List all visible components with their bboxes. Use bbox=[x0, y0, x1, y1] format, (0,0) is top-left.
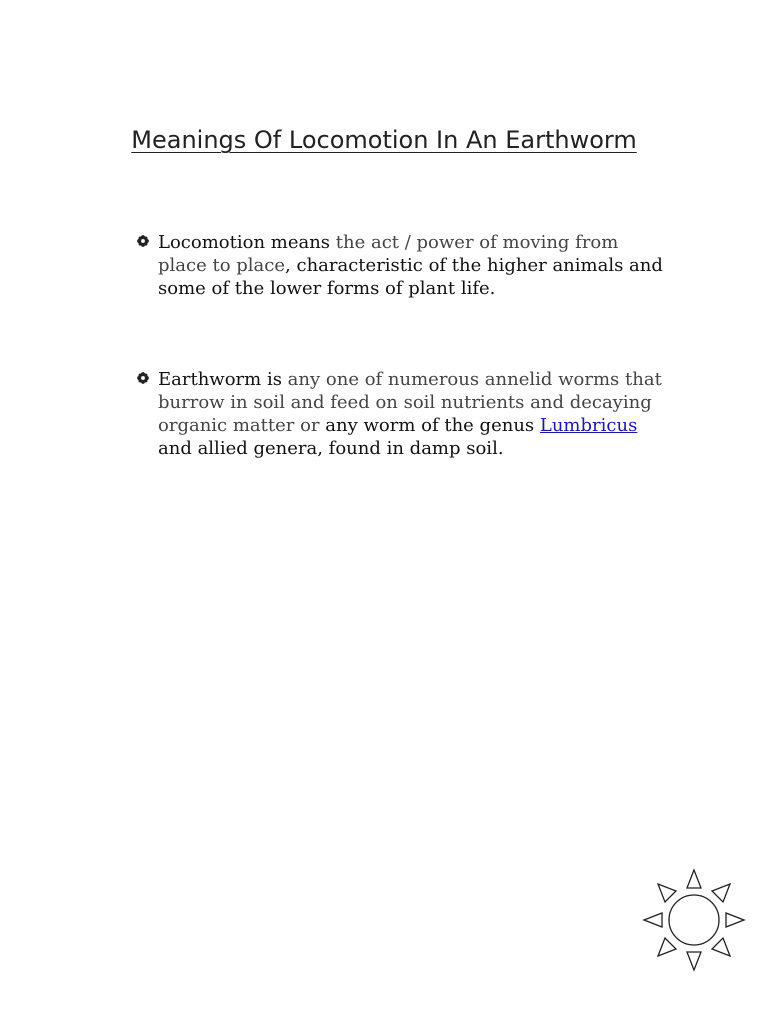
definition-grey: the act / power of moving from place to place bbox=[158, 232, 619, 276]
definition-tail: and allied genera, found in damp soil bbox=[158, 438, 498, 459]
flower-bullet-icon bbox=[136, 234, 150, 248]
flower-bullet-icon bbox=[136, 371, 150, 385]
period: . bbox=[497, 438, 504, 459]
period: . bbox=[489, 278, 496, 299]
list-item-earthworm bbox=[136, 368, 666, 460]
page-title: Meanings Of Locomotion In An Earthworm bbox=[131, 126, 637, 154]
definition-dark: any worm of the genus bbox=[325, 415, 535, 436]
separator: , bbox=[285, 255, 291, 276]
definition-dark: characteristic of the higher animals and some of the lower forms of plant life bbox=[158, 255, 663, 299]
lumbricus-link[interactable]: Lumbricus bbox=[539, 415, 638, 436]
sun-icon bbox=[640, 866, 748, 974]
list-item-locomotion bbox=[136, 231, 666, 300]
term-locomotion: Locomotion means bbox=[158, 232, 331, 253]
definition-grey: any one of numerous annelid worms that burrow in soil and feed on soil nutrients and decaying organic matter or bbox=[158, 369, 662, 436]
term-earthworm: Earthworm is bbox=[158, 369, 282, 390]
